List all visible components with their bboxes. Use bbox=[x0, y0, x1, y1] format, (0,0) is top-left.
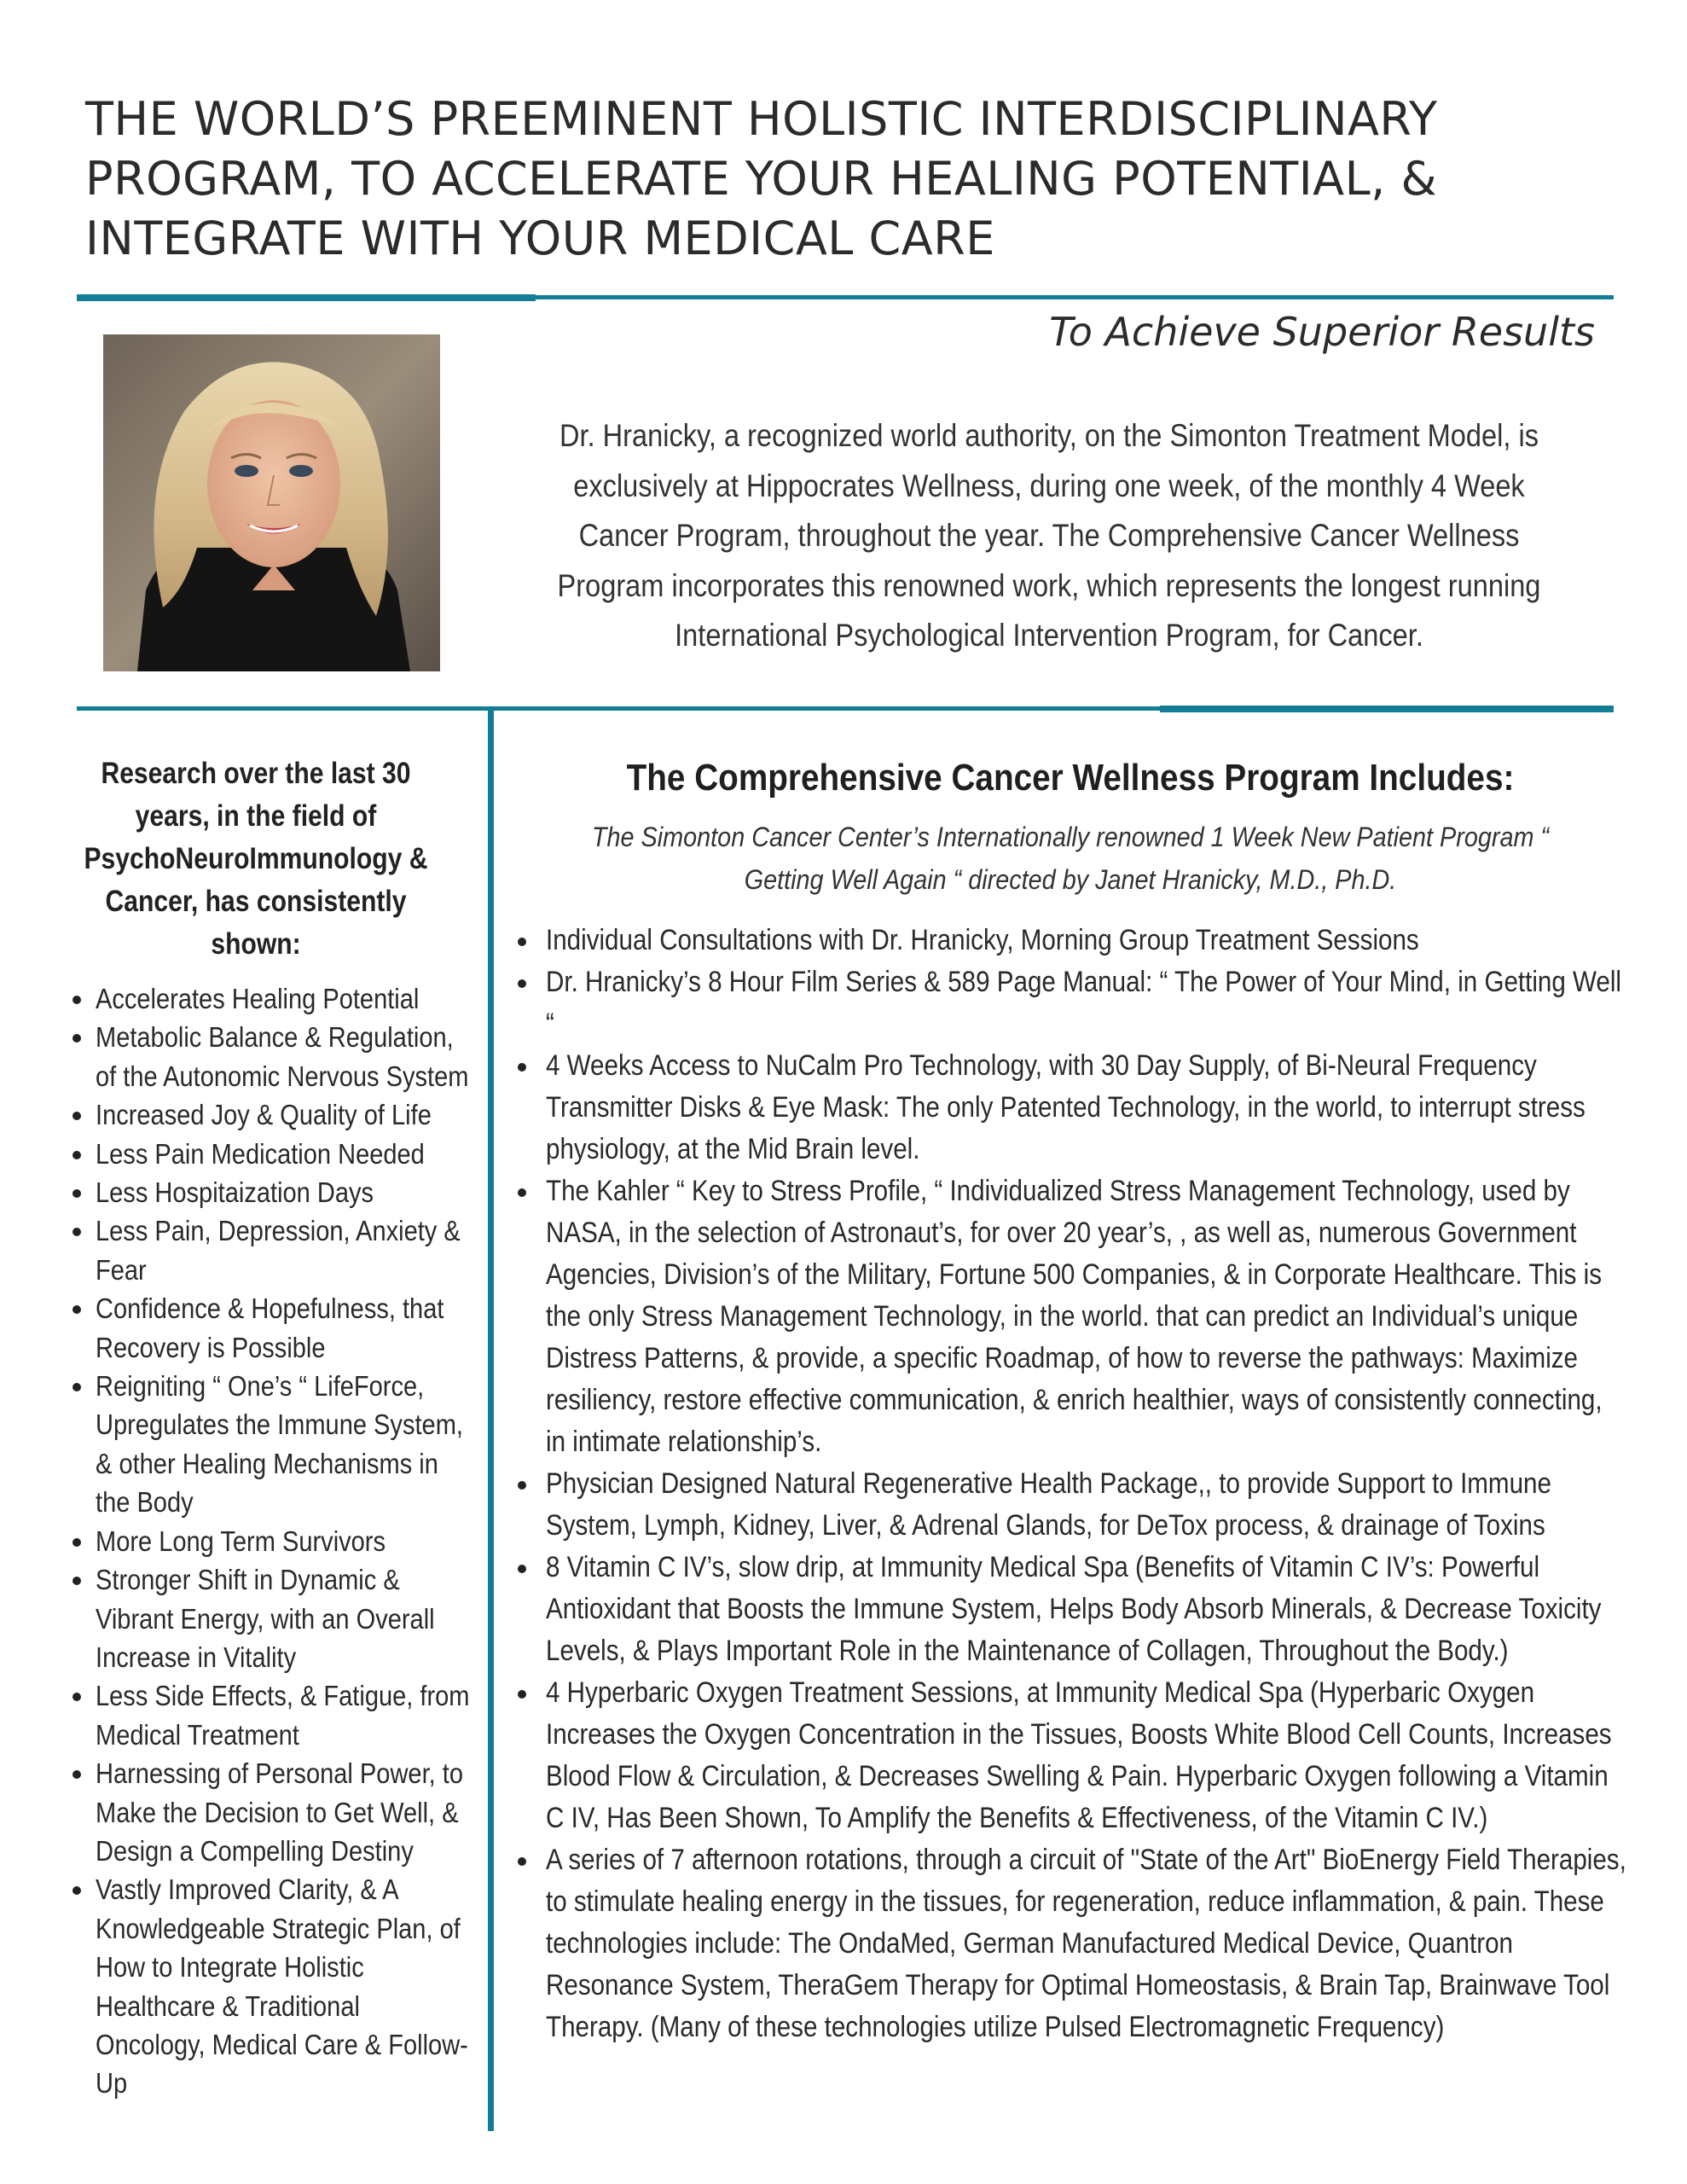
page-title: THE WORLD’S PREEMINENT HOLISTIC INTERDISCIPLINARY PROGRAM, TO ACCELERATE YOUR HEALING POTENTIAL, & INTEGRATE WITH YOUR MEDICAL CARE bbox=[85, 92, 1438, 265]
doctor-portrait bbox=[103, 334, 440, 671]
list-item: Less Side Effects, & Fatigue, from Medical Treatment bbox=[34, 1676, 478, 1754]
list-item: Metabolic Balance & Regulation, of the Autonomic Nervous System bbox=[34, 1018, 478, 1095]
bullet-icon bbox=[518, 1188, 526, 1197]
bullet-icon bbox=[72, 1577, 81, 1585]
bullet-icon bbox=[72, 1538, 81, 1547]
list-item: Increased Joy & Quality of Life bbox=[34, 1095, 478, 1134]
list-item: Individual Consultations with Dr. Hranicky, Morning Group Treatment Sessions bbox=[503, 920, 1638, 961]
research-heading: Research over the last 30 years, in the field of PsychoNeuroImmunology & Cancer, has consistently shown: bbox=[84, 757, 428, 961]
list-item: Stronger Shift in Dynamic & Vibrant Energy, with an Overall Increase in Vitality bbox=[34, 1560, 478, 1676]
section-divider-thick bbox=[1160, 706, 1614, 712]
bullet-icon bbox=[518, 1857, 526, 1866]
bullet-icon bbox=[518, 1565, 526, 1573]
bullet-icon bbox=[72, 996, 81, 1004]
list-item: Less Pain Medication Needed bbox=[34, 1135, 478, 1173]
program-subheading: The Simonton Cancer Center’s Internationally renowned 1 Week New Patient Program “ Getting Well Again “ directed by Janet Hranicky, M.D., Ph.D. bbox=[591, 822, 1550, 895]
bullet-icon bbox=[72, 1305, 81, 1314]
bullet-icon bbox=[72, 1189, 81, 1198]
bullet-icon bbox=[518, 1690, 526, 1699]
intro-paragraph: Dr. Hranicky, a recognized world authority, on the Simonton Treatment Model, is exclusively at Hippocrates Wellness, during one week, of the monthly 4 Week Cancer Program, throughout the year. The Comprehensive Cancer Wellness Program incorporates this renowned work, which represents the longest running International Psychological Intervention Program, for Cancer. bbox=[557, 418, 1541, 653]
program-column bbox=[503, 752, 1638, 2048]
list-item: Less Hospitaization Days bbox=[34, 1173, 478, 1211]
bullet-icon bbox=[72, 1112, 81, 1120]
list-item: Confidence & Hopefulness, that Recovery is Possible bbox=[34, 1289, 478, 1367]
bullet-icon bbox=[518, 938, 526, 946]
list-item: 8 Vitamin C IV’s, slow drip, at Immunity Medical Spa (Benefits of Vitamin C IV’s: Powerful Antioxidant that Boosts the Immune System, Helps Body Absorb Minerals, & Decrease Toxicity Levels, & Plays Important Role in the Maintenance of Collagen, Throughout the Body.) bbox=[503, 1547, 1638, 1672]
list-item: More Long Term Survivors bbox=[34, 1522, 478, 1560]
list-item: Vastly Improved Clarity, & A Knowledgeable Strategic Plan, of How to Integrate Holistic Healthcare & Traditional Oncology, Medical Care & Follow-Up bbox=[34, 1870, 478, 2102]
header-divider-thin bbox=[77, 295, 1614, 299]
bullet-icon bbox=[518, 979, 526, 988]
bullet-icon bbox=[72, 1228, 81, 1236]
program-heading: The Comprehensive Cancer Wellness Program Includes: bbox=[626, 757, 1515, 799]
list-item: Harnessing of Personal Power, to Make the Decision to Get Well, & Design a Compelling Destiny bbox=[34, 1754, 478, 1870]
bullet-icon bbox=[72, 1151, 81, 1159]
list-item: Physician Designed Natural Regenerative Health Package,, to provide Support to Immune System, Lymph, Kidney, Liver, & Adrenal Glands, for DeTox process, & drainage of Toxins bbox=[503, 1463, 1638, 1547]
bullet-icon bbox=[72, 1383, 81, 1391]
tagline: To Achieve Superior Results bbox=[1049, 309, 1595, 355]
benefits-list bbox=[34, 979, 478, 2103]
program-list bbox=[503, 920, 1638, 2048]
list-item: Reigniting “ One’s “ LifeForce, Upregulates the Immune System, & other Healing Mechanisms in the Body bbox=[34, 1367, 478, 1522]
list-item: 4 Hyperbaric Oxygen Treatment Sessions, at Immunity Medical Spa (Hyperbaric Oxygen Increases the Oxygen Concentration in the Tissues, Boosts White Blood Cell Counts, Increases Blood Flow & Circulation, & Decreases Swelling & Pain. Hyperbaric Oxygen following a Vitamin C IV, Has Been Shown, To Amplify the Benefits & Effectiveness, of the Vitamin C IV.) bbox=[503, 1672, 1638, 1839]
list-item: The Kahler “ Key to Stress Profile, “ Individualized Stress Management Technology, used by NASA, in the selection of Astronaut’s, for over 20 year’s, , as well as, numerous Government Agencies, Division’s of the Military, Fortune 500 Companies, & in Corporate Healthcare. This is the only Stress Management Technology, in the world. that can predict an Individual’s unique Distress Patterns, & provide, a specific Roadmap, of how to reverse the pathways: Maximize resiliency, restore effective communication, & enrich healthier, ways of consistently connecting, in intimate relationship’s. bbox=[503, 1170, 1638, 1463]
list-item: Less Pain, Depression, Anxiety & Fear bbox=[34, 1211, 478, 1289]
list-item: 4 Weeks Access to NuCalm Pro Technology, with 30 Day Supply, of Bi-Neural Frequency Transmitter Disks & Eye Mask: The only Patented Technology, in the world, to interrupt stress physiology, at the Mid Brain level. bbox=[503, 1045, 1638, 1170]
bullet-icon bbox=[72, 1770, 81, 1779]
research-column bbox=[34, 752, 478, 2103]
list-item: Dr. Hranicky’s 8 Hour Film Series & 589 Page Manual: “ The Power of Your Mind, in Getting Well “ bbox=[503, 961, 1638, 1045]
bullet-icon bbox=[72, 1034, 81, 1043]
bullet-icon bbox=[72, 1693, 81, 1701]
list-item: A series of 7 afternoon rotations, through a circuit of "State of the Art" BioEnergy Field Therapies, to stimulate healing energy in the tissues, for regeneration, reduce inflammation, & pain. These technologies include: The OndaMed, German Manufactured Medical Device, Quantron Resonance System, TheraGem Therapy for Optimal Homeostasis, & Brain Tap, Brainwave Tool Therapy. (Many of these technologies utilize Pulsed Electromagnetic Frequency) bbox=[503, 1839, 1638, 2048]
bullet-icon bbox=[518, 1481, 526, 1490]
bullet-icon bbox=[518, 1063, 526, 1072]
bullet-icon bbox=[72, 1886, 81, 1895]
list-item: Accelerates Healing Potential bbox=[34, 979, 478, 1018]
